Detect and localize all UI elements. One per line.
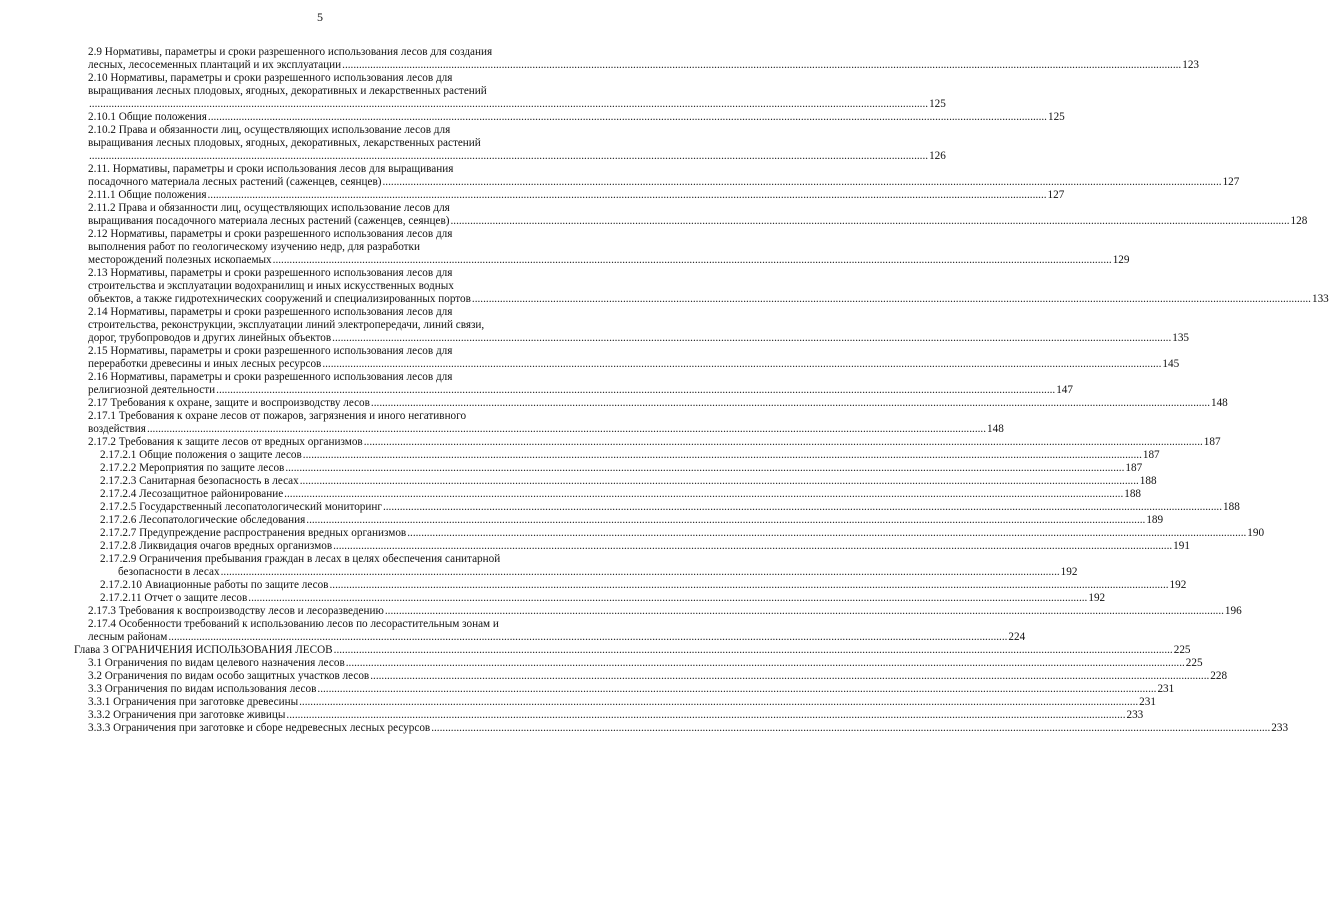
toc-entry-title: лесных, лесосеменных плантаций и их эксплуатации (88, 59, 342, 71)
toc-entry-last-line (88, 358, 1180, 371)
toc-entry[interactable] (0, 722, 1289, 735)
toc-page-number: 231 (1139, 696, 1156, 708)
toc-page-number: 145 (1162, 358, 1180, 370)
toc-leader-dots: ............................................................................................................................................................................................................................................................................................................ (407, 527, 1247, 539)
toc-entry-title: 2.11.1 Общие положения (88, 189, 207, 201)
toc-entry-last-line (100, 527, 1265, 540)
toc-entry-title: 2.17.2.1 Общие положения о защите лесов (100, 449, 302, 461)
toc-page-number: 233 (1126, 709, 1144, 721)
toc-leader-dots: ............................................................................................................................................................................................................................................................................................................ (382, 501, 1223, 513)
toc-page-number: 147 (1056, 384, 1073, 396)
toc-entry-last-line (88, 293, 1329, 306)
toc-entry[interactable] (0, 475, 1157, 488)
toc-entry-last-line (88, 605, 1242, 618)
toc-entry-title: месторождений полезных ископаемых (88, 254, 272, 266)
toc-page-number: 135 (1172, 332, 1190, 344)
toc-entry[interactable] (0, 371, 1073, 397)
toc-leader-dots: ............................................................................................................................................................................................................................................................................................................ (286, 709, 1126, 721)
toc-page-number: 123 (1182, 59, 1199, 71)
toc-leader-dots: ............................................................................................................................................................................................................................................................................................................ (329, 579, 1169, 591)
toc-entry-line: 2.17.4 Особенности требований к использованию лесов по лесорастительным зонам и (88, 618, 499, 630)
toc-entry-title: 2.17.2.3 Санитарная безопасность в лесах (100, 475, 299, 487)
toc-page-number: 225 (1185, 657, 1203, 669)
toc-leader-dots: ............................................................................................................................................................................................................................................................................................................ (168, 631, 1008, 643)
toc-entry-title: 2.17.2.11 Отчет о защите лесов (100, 592, 248, 604)
toc-leader-dots: ............................................................................................................................................................................................................................................................................................................ (89, 150, 929, 162)
toc-leader-dots: ............................................................................................................................................................................................................................................................................................................ (345, 657, 1185, 669)
page-number: 5 (317, 10, 323, 24)
toc-entry[interactable] (0, 410, 1004, 436)
toc-entry[interactable] (0, 462, 1143, 475)
toc-leader-dots: ............................................................................................................................................................................................................................................................................................................ (384, 605, 1224, 617)
toc-entry[interactable] (0, 605, 1242, 618)
toc-leader-dots: ............................................................................................................................................................................................................................................................................................................ (146, 423, 986, 435)
toc-page-number: 225 (1173, 644, 1191, 656)
toc-entry[interactable] (0, 72, 946, 111)
toc-page-number: 191 (1173, 540, 1190, 552)
toc-entry[interactable] (0, 657, 1203, 670)
toc-page-number: 187 (1203, 436, 1221, 448)
toc-entry-title: лесным районам (88, 631, 168, 643)
toc-entry-title: 2.17.2.4 Лесозащитное районирование (100, 488, 284, 500)
toc-entry[interactable] (0, 397, 1228, 410)
toc-entry-title: Глава 3 ОГРАНИЧЕНИЯ ИСПОЛЬЗОВАНИЯ ЛЕСОВ (74, 644, 333, 656)
toc-entry[interactable] (0, 436, 1221, 449)
toc-entry-last-line (88, 98, 946, 111)
toc-entry-last-line (100, 540, 1190, 553)
toc-entry-title: 2.17.2.2 Мероприятия по защите лесов (100, 462, 285, 474)
toc-leader-dots: ............................................................................................................................................................................................................................................................................................................ (370, 670, 1210, 682)
toc-entry-last-line (100, 475, 1157, 488)
toc-entry-last-line (100, 592, 1106, 605)
toc-entry[interactable] (0, 345, 1180, 371)
toc-entry-line: выращивания лесных плодовых, ягодных, декоративных, лекарственных растений (88, 137, 481, 149)
toc-page-number: 133 (1311, 293, 1329, 305)
toc-entry[interactable] (0, 709, 1144, 722)
toc-entry-title: объектов, а также гидротехнических сооружений и специализированных портов (88, 293, 471, 305)
toc-entry-last-line (88, 150, 946, 163)
toc-page-number: 187 (1125, 462, 1143, 474)
toc-entry-last-line (88, 631, 1026, 644)
toc-entry-last-line (88, 397, 1228, 410)
toc-leader-dots: ............................................................................................................................................................................................................................................................................................................ (302, 449, 1142, 461)
toc-entry-last-line (88, 176, 1240, 189)
toc-entry[interactable] (0, 124, 946, 163)
toc-leader-dots: ............................................................................................................................................................................................................................................................................................................ (285, 462, 1125, 474)
toc-entry-title: переработки древесины и иных лесных ресурсов (88, 358, 322, 370)
toc-page-number: 187 (1142, 449, 1160, 461)
toc-page-number: 188 (1124, 488, 1142, 500)
toc-leader-dots: ............................................................................................................................................................................................................................................................................................................ (431, 722, 1271, 734)
toc-entry-last-line (88, 332, 1190, 345)
toc-leader-dots: ............................................................................................................................................................................................................................................................................................................ (382, 176, 1222, 188)
toc-entry-last-line (100, 449, 1160, 462)
toc-entry-title: 2.17.3 Требования к воспроизводству лесов и лесоразведению (88, 605, 384, 617)
toc-entry[interactable] (0, 163, 1240, 189)
toc-entry[interactable] (0, 540, 1190, 553)
toc-entry-last-line (74, 644, 1191, 657)
toc-entry-title: 3.2 Ограничения по видам особо защитных участков лесов (88, 670, 370, 682)
toc-entry-title: 2.10.1 Общие положения (88, 111, 207, 123)
toc-entry-last-line (118, 566, 1078, 579)
toc-page-number: 196 (1224, 605, 1242, 617)
toc-entry-last-line (100, 501, 1240, 514)
toc-page-number: 125 (1047, 111, 1065, 123)
toc-entry[interactable] (0, 670, 1228, 683)
toc-leader-dots: ............................................................................................................................................................................................................................................................................................................ (363, 436, 1203, 448)
toc-entry-title: 2.17.2.10 Авиационные работы по защите лесов (100, 579, 329, 591)
toc-entry-last-line (88, 670, 1228, 683)
toc-leader-dots: ............................................................................................................................................................................................................................................................................................................ (299, 696, 1139, 708)
toc-entry-line: 2.17.2.9 Ограничения пребывания граждан в лесах в целях обеспечения санитарной (100, 553, 501, 565)
toc-entry[interactable] (0, 189, 1065, 202)
toc-entry[interactable] (0, 111, 1065, 124)
toc-page-number: 231 (1157, 683, 1175, 695)
toc-entry[interactable] (0, 449, 1160, 462)
toc-entry[interactable] (0, 228, 1130, 267)
table-of-contents (0, 46, 1329, 735)
toc-entry-line: строительства, реконструкции, эксплуатации линий электропередачи, линий связи, (88, 319, 485, 331)
toc-entry[interactable] (0, 306, 1190, 345)
toc-leader-dots: ............................................................................................................................................................................................................................................................................................................ (248, 592, 1088, 604)
toc-entry-title: 2.17 Требования к охране, защите и воспроизводству лесов (88, 397, 370, 409)
toc-page-number: 188 (1139, 475, 1157, 487)
toc-leader-dots: ............................................................................................................................................................................................................................................................................................................ (332, 332, 1172, 344)
toc-leader-dots: ............................................................................................................................................................................................................................................................................................................ (342, 59, 1182, 71)
toc-leader-dots: ............................................................................................................................................................................................................................................................................................................ (207, 111, 1047, 123)
toc-page-number: 188 (1223, 501, 1240, 513)
toc-entry[interactable] (0, 501, 1240, 514)
toc-leader-dots: ............................................................................................................................................................................................................................................................................................................ (220, 566, 1060, 578)
toc-entry[interactable] (0, 592, 1106, 605)
toc-page-number: 128 (1290, 215, 1308, 227)
toc-entry-line: 2.11. Нормативы, параметры и сроки использования лесов для выращивания (88, 163, 454, 175)
toc-leader-dots: ............................................................................................................................................................................................................................................................................................................ (370, 397, 1210, 409)
toc-entry-title: 2.17.2.5 Государственный лесопатологический мониторинг (100, 501, 382, 513)
toc-entry-title: посадочного материала лесных растений (саженцев, сеянцев) (88, 176, 382, 188)
toc-entry-line: 2.14 Нормативы, параметры и сроки разрешенного использования лесов для (88, 306, 453, 318)
toc-entry[interactable] (0, 579, 1187, 592)
toc-leader-dots: ............................................................................................................................................................................................................................................................................................................ (322, 358, 1162, 370)
toc-entry-line: 2.16 Нормативы, параметры и сроки разрешенного использования лесов для (88, 371, 453, 383)
toc-entry-last-line (100, 462, 1143, 475)
toc-entry-last-line (100, 514, 1164, 527)
toc-entry-title: воздействия (88, 423, 146, 435)
toc-entry-line: 2.11.2 Права и обязанности лиц, осуществляющих использование лесов для (88, 202, 450, 214)
toc-entry-title: 2.17.2.6 Лесопатологические обследования (100, 514, 306, 526)
toc-page-number: 127 (1222, 176, 1240, 188)
toc-entry-line: 2.9 Нормативы, параметры и сроки разрешенного использования лесов для создания (88, 46, 493, 58)
toc-entry-last-line (88, 709, 1144, 722)
toc-entry-title: 3.3.2 Ограничения при заготовке живицы (88, 709, 286, 721)
toc-leader-dots: ............................................................................................................................................................................................................................................................................................................ (284, 488, 1124, 500)
toc-entry-last-line (88, 384, 1073, 397)
toc-entry[interactable] (0, 527, 1265, 540)
toc-entry-line: выращивания лесных плодовых, ягодных, декоративных и лекарственных растений (88, 85, 487, 97)
toc-entry-last-line (88, 59, 1199, 72)
toc-page-number: 228 (1210, 670, 1228, 682)
toc-entry-line: 2.10.2 Права и обязанности лиц, осуществляющих использование лесов для (88, 124, 451, 136)
toc-entry-title: религиозной деятельности (88, 384, 216, 396)
toc-entry-line: выполнения работ по геологическому изучению недр, для разработки (88, 241, 420, 253)
toc-leader-dots: ............................................................................................................................................................................................................................................................................................................ (299, 475, 1139, 487)
toc-leader-dots: ............................................................................................................................................................................................................................................................................................................ (317, 683, 1157, 695)
toc-entry-line: 2.15 Нормативы, параметры и сроки разрешенного использования лесов для (88, 345, 453, 357)
toc-entry-title: 3.3 Ограничения по видам использования лесов (88, 683, 317, 695)
toc-entry[interactable] (0, 696, 1156, 709)
toc-entry-last-line (88, 254, 1130, 267)
toc-leader-dots: ............................................................................................................................................................................................................................................................................................................ (207, 189, 1047, 201)
toc-entry[interactable] (0, 553, 1078, 579)
toc-page-number: 190 (1247, 527, 1265, 539)
toc-entry-last-line (100, 579, 1187, 592)
toc-entry-last-line (88, 696, 1156, 709)
toc-entry-line: 2.17.1 Требования к охране лесов от пожаров, загрязнения и иного негативного (88, 410, 467, 422)
toc-leader-dots: ............................................................................................................................................................................................................................................................................................................ (306, 514, 1146, 526)
toc-leader-dots: ............................................................................................................................................................................................................................................................................................................ (333, 540, 1173, 552)
toc-page-number: 126 (929, 150, 946, 162)
toc-page-number: 129 (1112, 254, 1130, 266)
toc-entry[interactable] (0, 202, 1308, 228)
toc-entry[interactable] (0, 514, 1164, 527)
toc-entry-last-line (88, 683, 1175, 696)
toc-entry-title: 2.17.2.8 Ликвидация очагов вредных организмов (100, 540, 333, 552)
toc-page-number: 192 (1088, 592, 1106, 604)
toc-entry-title: 2.17.2 Требования к защите лесов от вредных организмов (88, 436, 363, 448)
toc-page-number: 189 (1146, 514, 1164, 526)
toc-entry-last-line (88, 111, 1065, 124)
toc-entry-last-line (88, 722, 1289, 735)
toc-entry[interactable] (0, 267, 1329, 306)
toc-entry-title: 3.3.1 Ограничения при заготовке древесины (88, 696, 299, 708)
toc-leader-dots: ............................................................................................................................................................................................................................................................................................................ (89, 98, 929, 110)
toc-entry-line: 2.13 Нормативы, параметры и сроки разрешенного использования лесов для (88, 267, 453, 279)
toc-entry-title: выращивания посадочного материала лесных растений (саженцев, сеянцев) (88, 215, 450, 227)
toc-entry-line: 2.10 Нормативы, параметры и сроки разрешенного использования лесов для (88, 72, 453, 84)
toc-entry[interactable] (0, 618, 1026, 644)
toc-entry-title: дорог, трубопроводов и других линейных объектов (88, 332, 332, 344)
toc-entry[interactable] (0, 683, 1175, 696)
toc-entry-title: 2.17.2.7 Предупреждение распространения вредных организмов (100, 527, 407, 539)
toc-entry-last-line (88, 189, 1065, 202)
toc-entry-last-line (88, 436, 1221, 449)
toc-entry[interactable] (0, 46, 1199, 72)
toc-entry-line: 2.12 Нормативы, параметры и сроки разрешенного использования лесов для (88, 228, 453, 240)
toc-page-number: 224 (1008, 631, 1026, 643)
toc-entry-title: 3.3.3 Ограничения при заготовке и сборе недревесных лесных ресурсов (88, 722, 431, 734)
toc-entry-last-line (88, 423, 1004, 436)
toc-leader-dots: ............................................................................................................................................................................................................................................................................................................ (216, 384, 1056, 396)
toc-page-number: 233 (1271, 722, 1289, 734)
toc-leader-dots: ............................................................................................................................................................................................................................................................................................................ (450, 215, 1290, 227)
toc-entry-title: безопасности в лесах (118, 566, 220, 578)
toc-leader-dots: ............................................................................................................................................................................................................................................................................................................ (272, 254, 1112, 266)
toc-entry[interactable] (0, 488, 1142, 501)
toc-entry[interactable] (0, 644, 1191, 657)
toc-entry-last-line (88, 657, 1203, 670)
toc-page-number: 148 (1210, 397, 1228, 409)
toc-leader-dots: ............................................................................................................................................................................................................................................................................................................ (471, 293, 1311, 305)
toc-page-number: 192 (1169, 579, 1187, 591)
toc-page-number: 148 (987, 423, 1004, 435)
toc-entry-title: 3.1 Ограничения по видам целевого назначения лесов (88, 657, 345, 669)
toc-entry-last-line (100, 488, 1142, 501)
toc-entry-last-line (88, 215, 1308, 228)
toc-page-number: 125 (929, 98, 946, 110)
toc-page-number: 127 (1047, 189, 1065, 201)
toc-leader-dots: ............................................................................................................................................................................................................................................................................................................ (333, 644, 1173, 656)
toc-page-number: 192 (1060, 566, 1078, 578)
toc-entry-line: строительства и эксплуатации водохранилищ и иных искусственных водных (88, 280, 454, 292)
